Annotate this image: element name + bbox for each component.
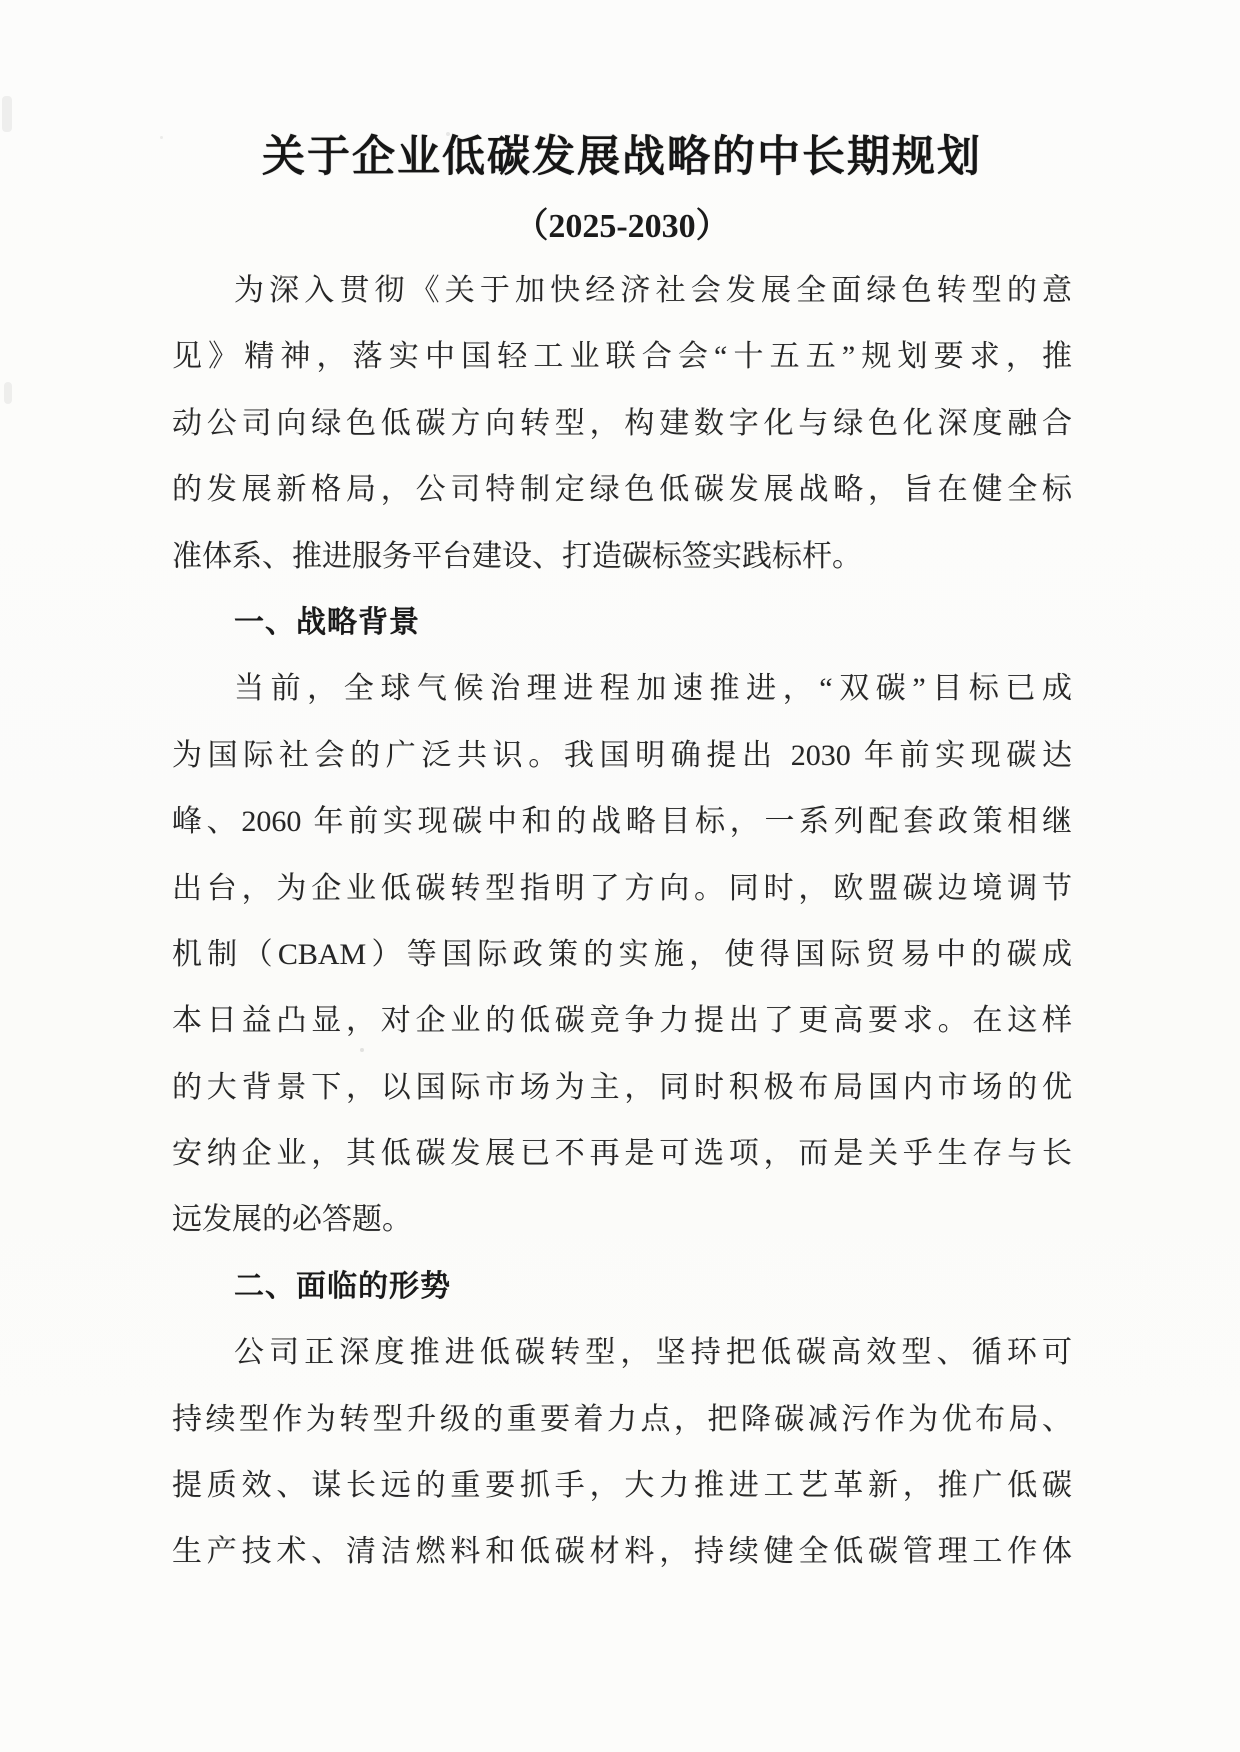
text-line: 当前，全球气候治理进程加速推进，“双碳”目标已成 (234, 672, 1072, 706)
text-line: 生产技术、清洁燃料和低碳材料，持续健全低碳管理工作体 (172, 1535, 1072, 1569)
scan-speck (360, 1048, 364, 1052)
document-title: 关于企业低碳发展战略的中长期规划 (262, 134, 982, 181)
scan-smudge (2, 96, 12, 132)
text-line: 准体系、推进服务平台建设、打造碳标签实践标杆。 (172, 539, 862, 573)
text-line: 公司正深度推进低碳转型，坚持把低碳高效型、循环可 (234, 1336, 1072, 1370)
text-line: 远发展的必答题。 (172, 1203, 412, 1237)
section-heading: 一、战略背景 (234, 605, 420, 639)
text-line: 本日益凸显，对企业的低碳竞争力提出了更高要求。在这样 (172, 1004, 1072, 1038)
text-line: 为国际社会的广泛共识。我国明确提出 2030 年前实现碳达 (172, 738, 1072, 772)
section-heading: 二、面临的形势 (234, 1269, 451, 1303)
text-line: 持续型作为转型升级的重要着力点，把降碳减污作为优布局、 (172, 1402, 1072, 1436)
text-line: 提质效、谋长远的重要抓手，大力推进工艺革新，推广低碳 (172, 1469, 1072, 1503)
text-line: 见》精神，落实中国轻工业联合会“十五五”规划要求，推 (172, 340, 1072, 374)
document-subtitle: （2025-2030） (514, 208, 730, 245)
text-line: 的发展新格局，公司特制定绿色低碳发展战略，旨在健全标 (172, 473, 1072, 507)
text-line: 机制（CBAM）等国际政策的实施，使得国际贸易中的碳成 (172, 937, 1072, 971)
document-body (172, 258, 1072, 1586)
text-line: 安纳企业，其低碳发展已不再是可选项，而是关乎生存与长 (172, 1137, 1072, 1171)
scan-speck (446, 132, 450, 136)
text-line: 的大背景下，以国际市场为主，同时积极布局国内市场的优 (172, 1070, 1072, 1104)
text-line: 动公司向绿色低碳方向转型，构建数字化与绿色化深度融合 (172, 406, 1072, 440)
scan-speck (160, 136, 163, 139)
text-line: 出台，为企业低碳转型指明了方向。同时，欧盟碳边境调节 (172, 871, 1072, 905)
text-line: 峰、2060 年前实现碳中和的战略目标，一系列配套政策相继 (172, 805, 1072, 839)
scan-smudge (4, 382, 12, 404)
text-line: 为深入贯彻《关于加快经济社会发展全面绿色转型的意 (234, 274, 1072, 307)
